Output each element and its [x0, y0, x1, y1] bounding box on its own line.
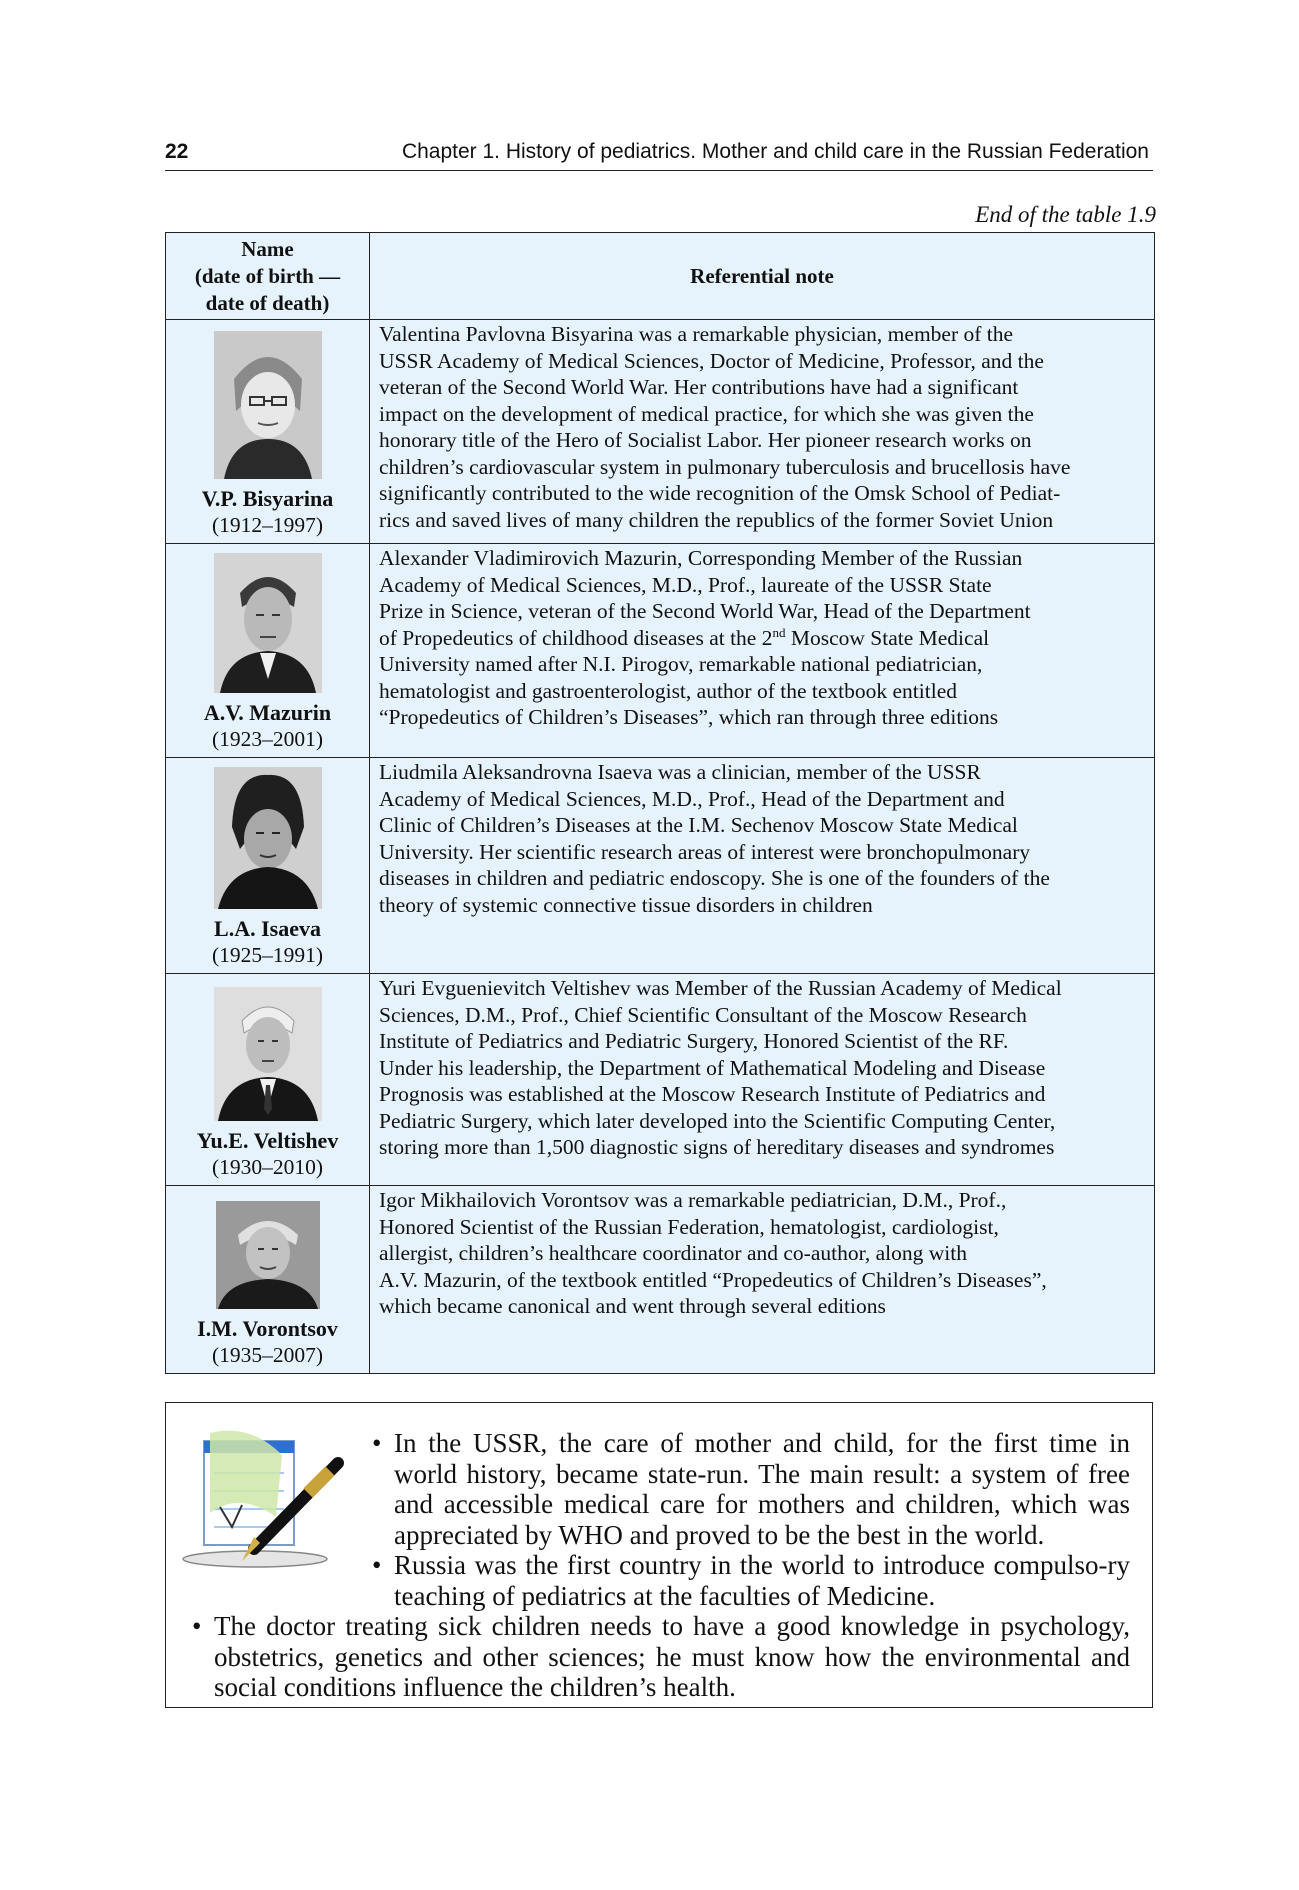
notepad-pen-icon [180, 1421, 350, 1571]
note-column-header: Referential note [370, 233, 1155, 320]
bullet-icon: • [372, 1550, 382, 1580]
person-cell [166, 320, 370, 544]
summary-item: • The doctor treating sick children needs to have a good knowledge in psychology, obstetrics, genetics and other sciences; he must know how the environmental and social conditions influence the children’s health. [192, 1611, 1130, 1702]
name-column-header: Name (date of birth — date of death) [166, 233, 370, 320]
person-name: L.A. Isaeva [214, 916, 321, 941]
table-row [166, 544, 1155, 758]
person-name: V.P. Bisyarina [201, 486, 334, 511]
table-row [166, 974, 1155, 1186]
person-name: Yu.E. Veltishev [196, 1128, 339, 1153]
chapter-title: Chapter 1. History of pediatrics. Mother and child care in the Russian Federation [401, 140, 1149, 163]
referential-note: Valentina Pavlovna Bisyarina was a remarkable physician, member of the USSR Academy of Medical Sciences, Doctor of Medicine, Professor, and the veteran of the Second World War. Her contributions have had a significant impact on the development of medical practice, for which she was given the honorary title of the Hero of Socialist Labor. Her pioneer research works on children’s cardiovascular system in pulmonary tuberculosis and brucellosis have significantly contributed to the wide recognition of the Omsk School of Pediat- rics and saved lives of many children the republics of the former Soviet Union [370, 320, 1155, 544]
referential-note: Liudmila Aleksandrovna Isaeva was a clinician, member of the USSR Academy of Medical Sciences, M.D., Prof., Head of the Department and Clinic of Children’s Diseases at the I.M. Sechenov Moscow State Medical University. Her scientific research areas of interest were bronchopulmonary diseases in children and pediatric endoscopy. She is one of the founders of the theory of systemic connective tissue disorders in children [370, 758, 1155, 974]
table-header-row [166, 233, 1155, 320]
referential-note: Igor Mikhailovich Vorontsov was a remarkable pediatrician, D.M., Prof., Honored Scientist of the Russian Federation, hematologist, cardiologist, allergist, children’s healthcare coordinator and co-author, along with A.V. Mazurin, of the textbook entitled “Propedeutics of Children’s Diseases”, which became canonical and went through several editions [370, 1186, 1155, 1374]
table-row [166, 758, 1155, 974]
running-header [165, 136, 1153, 171]
person-cell [166, 758, 370, 974]
person-cell [166, 974, 370, 1186]
portrait-photo-icon [214, 987, 322, 1121]
summary-box [165, 1402, 1153, 1708]
page-number: 22 [165, 140, 189, 163]
bullet-icon: • [372, 1428, 382, 1458]
person-years: (1912–1997) [211, 513, 324, 537]
bullet-icon: • [192, 1611, 202, 1641]
portrait-photo-icon [214, 553, 322, 693]
biography-table [165, 232, 1155, 1374]
person-years: (1930–2010) [211, 1155, 324, 1179]
portrait-photo-icon [214, 331, 322, 479]
summary-item: • In the USSR, the care of mother and child, for the first time in world history, became state-run. The main result: a system of free and accessible medical care for mothers and children, which was appreciated by WHO and proved to be the best in the world. [372, 1428, 1130, 1550]
person-name: A.V. Mazurin [203, 700, 332, 725]
table-caption: End of the table 1.9 [975, 202, 1156, 227]
referential-note: Alexander Vladimirovich Mazurin, Corresponding Member of the Russian Academy of Medical Sciences, M.D., Prof., laureate of the USSR State Prize in Science, veteran of the Second World War, Head of the Department of Propedeutics of childhood diseases at the 2nd Moscow State Medical University named after N.I. Pirogov, remarkable national pediatrician, hematologist and gastroenterologist, author of the textbook entitled “Propedeutics of Children’s Diseases”, which ran through three editions [370, 544, 1155, 758]
person-cell [166, 544, 370, 758]
person-cell [166, 1186, 370, 1374]
summary-item: • Russia was the first country in the world to introduce compulso-ry teaching of pediatrics at the faculties of Medicine. [372, 1550, 1130, 1611]
portrait-photo-icon [216, 1201, 320, 1309]
portrait-photo-icon [214, 767, 322, 909]
person-years: (1923–2001) [211, 727, 324, 751]
person-years: (1935–2007) [211, 1343, 324, 1367]
referential-note: Yuri Evguenievitch Veltishev was Member of the Russian Academy of Medical Sciences, D.M., Prof., Chief Scientific Consultant of the Moscow Research Institute of Pediatrics and Pediatric Surgery, Honored Scientist of the RF. Under his leadership, the Department of Mathematical Modeling and Disease Prognosis was established at the Moscow Research Institute of Pediatrics and Pediatric Surgery, which later developed into the Scientific Computing Center, storing more than 1,500 diagnostic signs of hereditary diseases and syndromes [370, 974, 1155, 1186]
table-row [166, 320, 1155, 544]
person-years: (1925–1991) [211, 943, 324, 967]
table-row [166, 1186, 1155, 1374]
person-name: I.M. Vorontsov [197, 1316, 338, 1341]
